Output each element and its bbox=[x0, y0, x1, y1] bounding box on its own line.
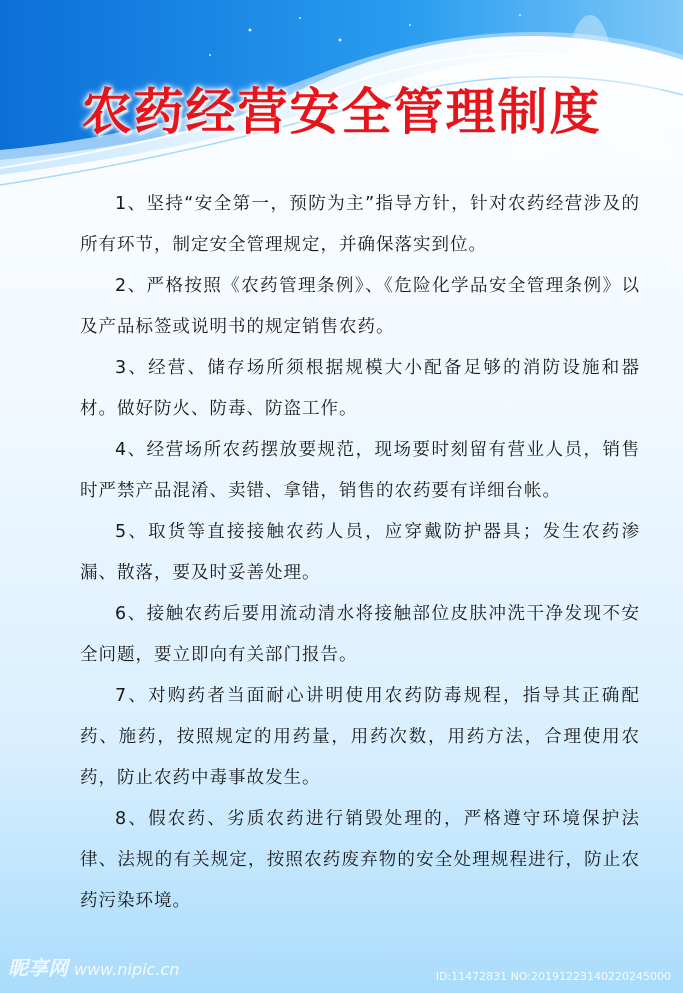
watermark-id: ID:11472831 NO:20191223140220245000 bbox=[435, 970, 671, 983]
rules-list bbox=[80, 184, 640, 922]
rule-item: 2、严格按照《农药管理条例》、《危险化学品安全管理条例》以及产品标签或说明书的规定销售农药。 bbox=[80, 276, 640, 337]
watermark-brand-name: 昵享网 bbox=[8, 956, 68, 980]
rule-item: 5、取货等直接接触农药人员，应穿戴防护器具；发生农药渗漏、散落，要及时妥善处理。 bbox=[80, 522, 640, 583]
rule-item: 1、坚持“安全第一，预防为主”指导方针，针对农药经营涉及的所有环节，制定安全管理规定，并确保落实到位。 bbox=[80, 194, 640, 255]
rule-item: 4、经营场所农药摆放要规范，现场要时刻留有营业人员，销售时严禁产品混淆、卖错、拿错，销售的农药要有详细台帐。 bbox=[80, 440, 640, 501]
rule-item: 3、经营、储存场所须根据规模大小配备足够的消防设施和器材。做好防火、防毒、防盗工作。 bbox=[80, 358, 640, 419]
rule-item: 6、接触农药后要用流动清水将接触部位皮肤冲洗干净发现不安全问题，要立即向有关部门报告。 bbox=[80, 604, 640, 665]
page-title: 农药经营安全管理制度 bbox=[81, 83, 602, 141]
rule-item: 8、假农药、劣质农药进行销毁处理的，严格遵守环境保护法律、法规的有关规定，按照农药废弃物的安全处理规程进行，防止农药污染环境。 bbox=[80, 809, 640, 911]
watermark-brand bbox=[8, 952, 179, 981]
watermark-url: www.nipic.cn bbox=[74, 960, 180, 979]
rule-item: 7、对购药者当面耐心讲明使用农药防毒规程，指导其正确配药、施药，按照规定的用药量，用药次数，用药方法，合理使用农药，防止农药中毒事故发生。 bbox=[80, 686, 640, 788]
